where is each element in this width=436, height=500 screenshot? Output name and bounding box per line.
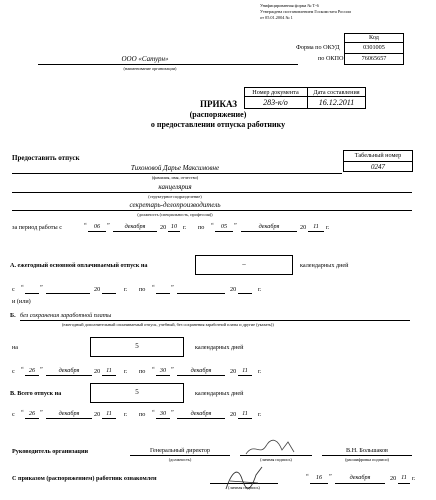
- tab-number-divider: [343, 161, 413, 162]
- section-a-from-label: с: [12, 286, 15, 293]
- from-day: 06: [93, 223, 101, 230]
- head-label: Руководитель организации: [12, 448, 89, 455]
- section-b-kind-line: [20, 320, 410, 321]
- section-a-days-value: –: [242, 260, 246, 268]
- section-a-to-year-prefix: 20: [230, 286, 237, 293]
- organization-caption: (наименование организации): [123, 66, 177, 71]
- section-b-to-day-line: [156, 375, 170, 376]
- okpo-label: по ОКПО: [318, 55, 344, 62]
- ack-month: декабря: [349, 474, 371, 481]
- to-month: декабря: [258, 223, 280, 230]
- section-a-from-year-suffix: г.: [124, 286, 128, 293]
- section-b-to-year-suffix: г.: [258, 368, 262, 375]
- section-b-kind: без сохранения заработной платы: [20, 312, 112, 319]
- section-b-from-day: 26: [28, 367, 36, 374]
- head-signature-mark: [244, 436, 300, 458]
- section-b-from-label: с: [12, 368, 15, 375]
- order-purpose: о предоставлении отпуска работнику: [150, 120, 286, 129]
- section-b-days-label: календарных дней: [195, 344, 244, 351]
- section-b-on-label: на: [12, 344, 19, 351]
- section-a-label: А. ежегодный основной оплачиваемый отпуск на: [10, 262, 148, 269]
- employee-signature-mark: [222, 463, 266, 495]
- section-v-from-open-quote: “: [21, 409, 24, 416]
- codes-divider-2: [344, 53, 404, 54]
- head-sign-caption: (личная подпись): [260, 457, 292, 462]
- from-month: декабря: [124, 223, 146, 230]
- head-position: Генеральный директор: [149, 447, 211, 454]
- section-b-from-year-prefix: 20: [94, 368, 101, 375]
- order-subtitle: (распоряжение): [189, 110, 247, 119]
- head-position-caption: (должность): [168, 457, 192, 462]
- section-a-to-close-quote: ”: [171, 284, 174, 291]
- section-v-to-open-quote: “: [152, 409, 155, 416]
- organization-name: ООО «Сатурн»: [121, 55, 169, 63]
- section-v-from-year-suffix: г.: [124, 411, 128, 418]
- from-year-line: [168, 231, 180, 232]
- to-day-open-quote: “: [211, 222, 214, 229]
- department-caption: (структурное подразделение): [148, 194, 202, 199]
- section-a-to-label: по: [139, 286, 146, 293]
- to-day-close-quote: ”: [234, 222, 237, 229]
- section-a-to-year-line: [238, 293, 252, 294]
- doc-date-value: 16.12.2011: [318, 98, 355, 107]
- section-v-to-month: декабря: [190, 410, 212, 417]
- ack-label: С приказом (распоряжением) работник ознакомлен: [12, 475, 157, 482]
- section-a-from-day-line: [25, 293, 39, 294]
- section-v-from-close-quote: ”: [40, 409, 43, 416]
- ack-day-close-quote: ”: [329, 473, 332, 480]
- from-day-open-quote: “: [84, 222, 87, 229]
- from-month-line: [113, 231, 157, 232]
- section-b-to-close-quote: ”: [171, 366, 174, 373]
- head-name: В.Н. Большаков: [346, 447, 388, 454]
- section-b-to-day: 30: [159, 367, 167, 374]
- section-v-to-day-line: [156, 418, 170, 419]
- section-v-label: В. Всего отпуск на: [10, 390, 62, 397]
- section-a-from-open-quote: “: [21, 284, 24, 291]
- tab-number-value: 0247: [371, 163, 385, 171]
- section-b-to-year-prefix: 20: [230, 368, 237, 375]
- section-b-to-label: по: [139, 368, 146, 375]
- section-v-from-year-prefix: 20: [94, 411, 101, 418]
- section-v-from-year-line: [102, 418, 116, 419]
- head-name-line: [322, 455, 412, 456]
- section-b-from-day-line: [25, 375, 39, 376]
- section-a-to-day-line: [156, 293, 170, 294]
- ack-year: 11: [401, 474, 407, 481]
- position-caption: (должность (специальность, профессия)): [137, 212, 213, 217]
- form-note-line-3: от 05.01.2004 № 1: [260, 15, 293, 20]
- section-a-days-label: календарных дней: [300, 262, 349, 269]
- okud-label: Форма по ОКУД: [296, 44, 340, 51]
- doc-number-label: Номер документа: [252, 89, 299, 96]
- section-b-from-year-line: [102, 375, 116, 376]
- ack-day-line: [310, 483, 328, 484]
- to-month-line: [241, 231, 297, 232]
- section-b-from-month-line: [46, 375, 92, 376]
- to-year-line: [308, 231, 324, 232]
- from-year-suffix: г.: [183, 224, 187, 231]
- and-or-text: и (или): [12, 298, 31, 305]
- section-a-from-close-quote: ”: [40, 284, 43, 291]
- section-b-to-year: 11: [242, 367, 248, 374]
- section-b-from-month: декабря: [58, 367, 80, 374]
- section-v-from-year: 11: [106, 410, 112, 417]
- code-header: Код: [369, 34, 379, 41]
- section-b-to-month-line: [177, 375, 225, 376]
- section-b-from-year-suffix: г.: [124, 368, 128, 375]
- ack-year-line: [398, 483, 410, 484]
- section-b-from-open-quote: “: [21, 366, 24, 373]
- from-year-prefix: 20: [160, 224, 167, 231]
- doc-date-label: Дата составления: [313, 89, 360, 96]
- ack-year-prefix: 20: [390, 475, 397, 482]
- section-v-from-day: 26: [28, 410, 36, 417]
- to-label: по: [198, 224, 205, 231]
- organization-line: [38, 64, 298, 65]
- section-a-from-year-prefix: 20: [94, 286, 101, 293]
- to-year-prefix: 20: [300, 224, 307, 231]
- to-year-suffix: г.: [326, 224, 330, 231]
- section-b-from-year: 11: [106, 367, 112, 374]
- doc-number-value: 283-к/о: [263, 98, 288, 107]
- position-value: секретарь-делопроизводитель: [129, 201, 221, 209]
- section-v-days-value: 5: [135, 388, 139, 396]
- order-title: ПРИКАЗ: [200, 99, 238, 109]
- ack-month-line: [335, 483, 385, 484]
- employee-name-line: [12, 173, 342, 174]
- section-v-to-year: 11: [242, 410, 248, 417]
- section-v-from-day-line: [25, 418, 39, 419]
- section-v-to-year-prefix: 20: [230, 411, 237, 418]
- section-a-from-year-line: [102, 293, 116, 294]
- from-year: 10: [170, 223, 178, 230]
- department-line: [12, 192, 412, 193]
- section-v-to-year-line: [238, 418, 252, 419]
- section-b-days-value: 5: [135, 342, 139, 350]
- employee-name-caption: (фамилия, имя, отчество): [151, 175, 199, 180]
- employee-name: Тихоновой Дарье Максимовне: [130, 164, 220, 172]
- department-value: канцелярия: [158, 183, 192, 191]
- to-day-line: [215, 231, 233, 232]
- section-b-to-month: декабря: [190, 367, 212, 374]
- form-note-line-1: Унифицированная форма № Т-6: [260, 3, 319, 8]
- section-b-to-open-quote: “: [152, 366, 155, 373]
- to-year: 11: [313, 223, 319, 230]
- position-line: [12, 210, 412, 211]
- doc-table-divider-h: [244, 96, 366, 97]
- ack-year-suffix: г.: [412, 475, 416, 482]
- section-v-to-month-line: [177, 418, 225, 419]
- tab-number-label: Табельный номер: [354, 152, 402, 159]
- section-v-to-label: по: [139, 411, 146, 418]
- grant-leave-label: Предоставить отпуск: [12, 154, 80, 162]
- okpo-value: 76065657: [361, 55, 387, 62]
- section-b-from-close-quote: ”: [40, 366, 43, 373]
- section-a-from-month-line: [46, 293, 90, 294]
- okud-value: 0301005: [363, 44, 385, 51]
- head-name-caption: (расшифровка подписи): [345, 457, 389, 462]
- section-a-to-open-quote: “: [152, 284, 155, 291]
- ack-day: 16: [315, 474, 323, 481]
- section-v-from-month-line: [46, 418, 92, 419]
- section-a-to-month-line: [177, 293, 225, 294]
- section-b-label: Б.: [10, 312, 16, 319]
- section-b-kind-caption: (ежегодный дополнительный оплачиваемый отпуск, учебный, без сохранения заработной платы и другие (указать)): [62, 322, 274, 327]
- section-v-to-year-suffix: г.: [258, 411, 262, 418]
- work-period-label: за период работы с: [12, 224, 62, 231]
- section-v-from-month: декабря: [58, 410, 80, 417]
- ack-sign-caption: (личная подпись): [228, 485, 260, 490]
- head-position-line: [130, 455, 230, 456]
- codes-divider-1: [344, 42, 404, 43]
- section-v-days-label: календарных дней: [195, 390, 244, 397]
- from-day-line: [88, 231, 106, 232]
- section-v-to-close-quote: ”: [171, 409, 174, 416]
- section-v-from-label: с: [12, 411, 15, 418]
- section-b-to-year-line: [238, 375, 252, 376]
- ack-day-open-quote: “: [306, 473, 309, 480]
- section-a-to-year-suffix: г.: [258, 286, 262, 293]
- form-note-line-2: Утверждена постановлением Госкомстата России: [260, 9, 351, 14]
- to-day: 05: [220, 223, 228, 230]
- from-day-close-quote: ”: [107, 222, 110, 229]
- section-v-to-day: 30: [159, 410, 167, 417]
